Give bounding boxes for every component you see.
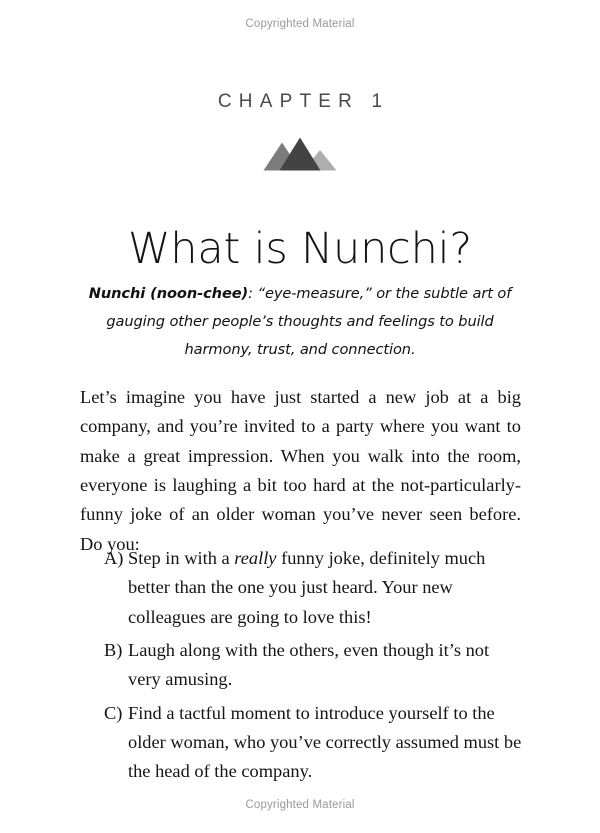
body-paragraph: Let’s imagine you have just started a new job at a big company, and you’re invited to a party where you want to make a great impression. When you walk into the room, everyone is laughing a bit too hard at the not-particularly-funny joke of an older woman you’ve never seen before. Do you: [80,387,521,554]
choice-text-pre: Find a tactful moment to introduce yourself to the older woman, who you’ve correctly assumed must be the head of the company. [128,702,522,782]
list-item [104,699,524,787]
choice-text-pre: Laugh along with the others, even though it’s not very amusing. [128,640,490,690]
choice-marker: B) [104,640,123,661]
body-text [80,383,521,559]
choice-marker: A) [104,548,124,568]
definition-block [78,280,522,364]
choice-text-emphasis: really [234,548,277,568]
list-item [104,636,524,695]
page-title: What is Nunchi? [127,223,472,274]
three-mountains-icon [262,136,338,174]
choice-text-pre: Step in with a [128,548,235,568]
choice-text-post: funny joke, definitely much better than the one you just heard. Your new colleagues are going to love this! [128,548,486,627]
chapter-label: CHAPTER 1 [217,91,390,112]
definition-text: : “eye-measure,” or the subtle art of gauging other people’s thoughts and feelings to build harmony, trust, and connection. [106,285,512,359]
choice-list [104,544,524,787]
choice-marker: C) [104,702,123,723]
mountain-ornament [0,136,600,174]
watermark-bottom: Copyrighted Material [245,799,355,811]
watermark-top: Copyrighted Material [245,18,355,30]
definition-term: Nunchi (noon-chee) [88,285,249,302]
list-item [104,544,524,632]
